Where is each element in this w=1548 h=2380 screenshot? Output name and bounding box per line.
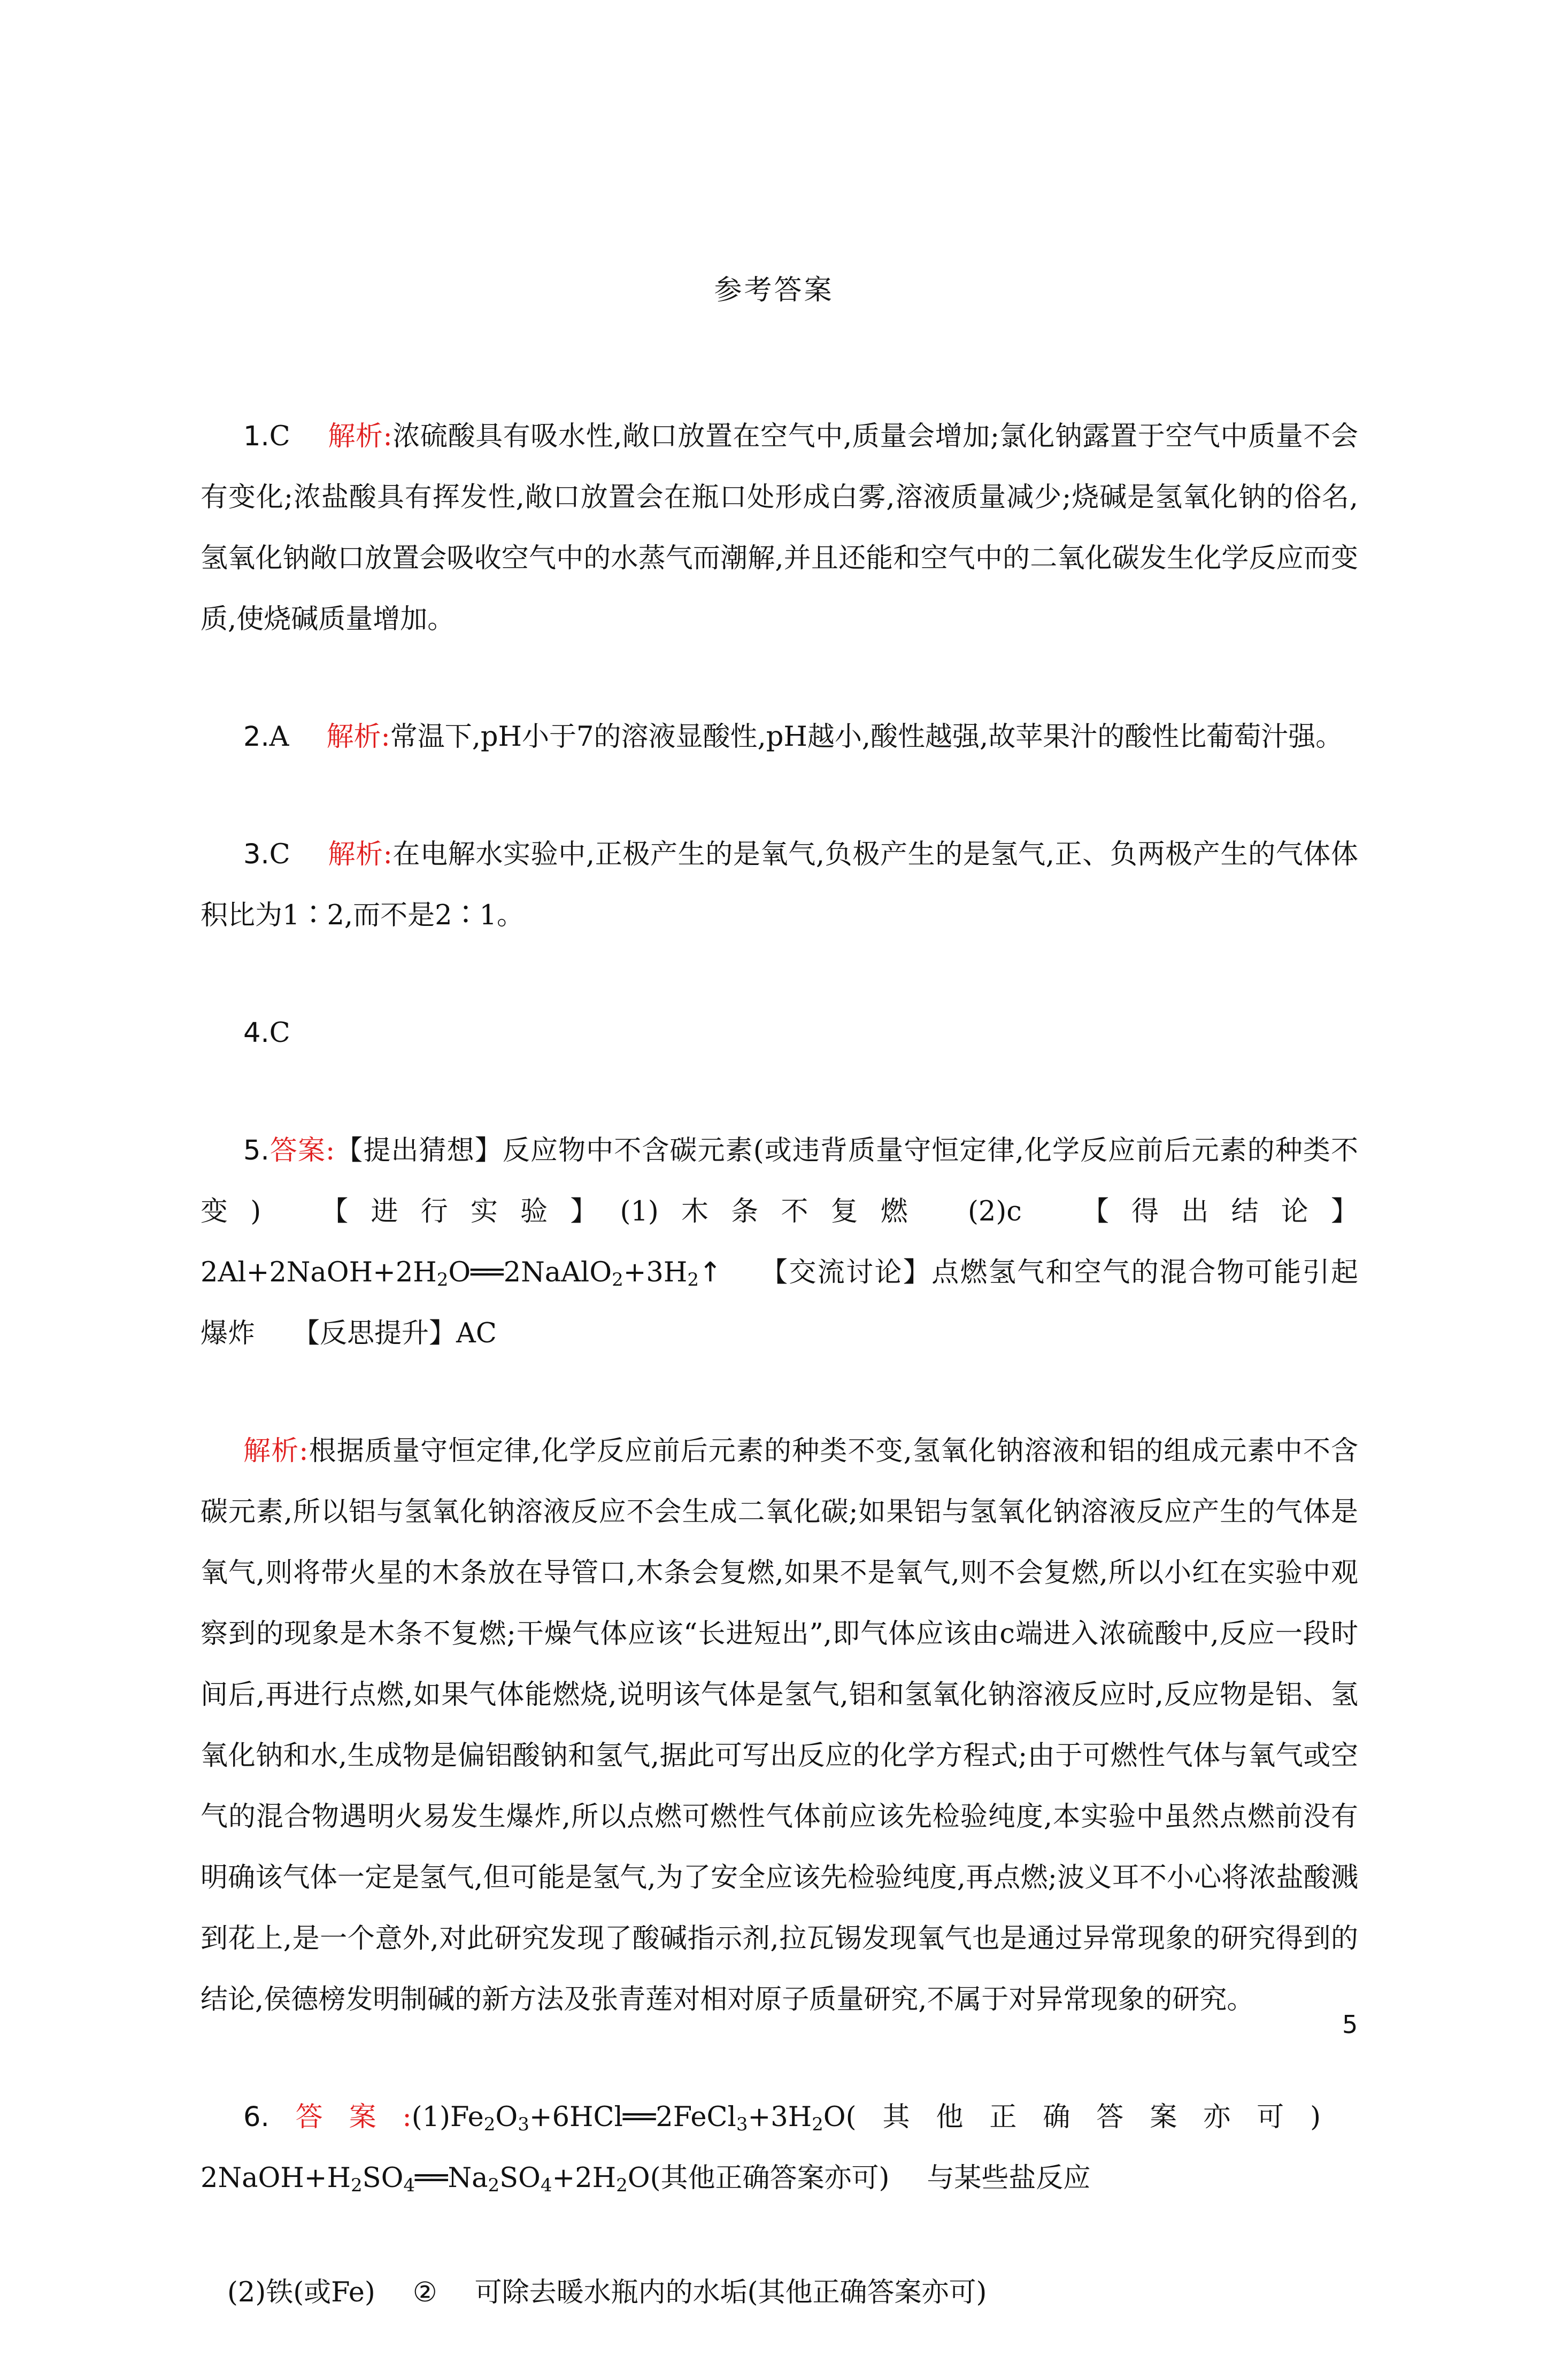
equation: $2Al+2NaOH+2H_2O══2NaAlO_2+3H_2↑$ — [201, 1257, 722, 1291]
item-number: 6. — [243, 2101, 269, 2133]
part2-choice: ② — [412, 2277, 437, 2308]
explanation-label: 解析: — [243, 1435, 309, 1467]
reflection-text: 【反思提升】AC — [292, 1318, 497, 1349]
item-number: 5. — [243, 1135, 269, 1166]
item-number: 3. — [243, 839, 269, 870]
explanation-text: 在电解水实验中,正极产生的是氧气,负极产生的是氢气,正、负两极产生的气体体积比为1∶2,而不是2∶1。 — [201, 839, 1358, 931]
answer-item-5 — [201, 1121, 1358, 1364]
answer-label: 答案: — [269, 2101, 412, 2133]
answer-item-4 — [201, 1003, 1358, 1064]
explanation-label: 解析: — [326, 721, 390, 753]
answer-content — [201, 406, 1358, 2380]
item-answer: C — [269, 421, 290, 452]
answer-item-6 — [201, 2087, 1358, 2209]
part2-application: 可除去暖水瓶内的水垢(其他正确答案亦可) — [474, 2277, 987, 2308]
explanation-text: 浓硫酸具有吸水性,敞口放置在空气中,质量会增加;氯化钠露置于空气中质量不会有变化;浓盐酸具有挥发性,敞口放置会在瓶口处形成白雾,溶液质量减少;烧碱是氢氧化钠的俗名,氢氧化钠敞口放置会吸收空气中的水蒸气而潮解,并且还能和空气中的二氧化碳发生化学反应而变质,使烧碱质量增加。 — [201, 421, 1358, 635]
explanation-label: 解析: — [327, 839, 392, 870]
explanation-text: 常温下,pH小于7的溶液显酸性,pH越小,酸性越强,故苹果汁的酸性比葡萄汁强。 — [390, 721, 1343, 753]
answer-item-5-explanation — [201, 1421, 1358, 2030]
item-number: 2. — [243, 721, 269, 753]
item-answer: C — [269, 839, 290, 870]
page-number: 5 — [1342, 2010, 1358, 2039]
answer-item-3 — [201, 824, 1358, 946]
answer-label: 答案: — [269, 1135, 335, 1166]
item-number: 1. — [243, 421, 269, 452]
explanation-label: 解析: — [327, 421, 392, 452]
page-title: 参考答案 — [714, 274, 834, 306]
answer-item-6-part2 — [201, 2262, 1358, 2323]
equation-2: $2NaOH+H_2SO_4══Na_2SO_4+2H_2O$(其他正确答案亦可) — [201, 2162, 890, 2196]
experiment-text: 【进行实验】(1)木条不复燃 — [298, 1196, 930, 1227]
hypothesis-text: 【提出猜想】反应物中不含碳元素(或违背质量守恒定律,化学反应前后元素的种类不变) — [201, 1135, 1358, 1227]
item-answer: C — [269, 1017, 290, 1049]
answer-item-2 — [201, 707, 1358, 768]
discussion-text: 【交流讨论】点燃氢气和空气的混合物可能引起爆炸 — [201, 1257, 1358, 1349]
explanation-text: 根据质量守恒定律,化学反应前后元素的种类不变,氢氧化钠溶液和铝的组成元素中不含碳元素,所以铝与氢氧化钠溶液反应不会生成二氧化碳;如果铝与氢氧化钠溶液反应产生的气体是氧气,则将带火星的木条放在导管口,木条会复燃,如果不是氧气,则不会复燃,所以小红在实验中观察到的现象是木条不复燃;干燥气体应该“长进短出”,即气体应该由c端进入浓硫酸中,反应一段时间后,再进行点燃,如果气体能燃烧,说明该气体是氢气,铝和氢氧化钠溶液反应时,反应物是铝、氢氧化钠和水,生成物是偏铝酸钠和氢气,据此可写出反应的化学方程式;由于可燃性气体与氧气或空气的混合物遇明火易发生爆炸,所以点燃可燃性气体前应该先检验纯度,本实验中虽然点燃前没有明确该气体一定是氢气,但可能是氢气,为了安全应该先检验纯度,再点燃;波义耳不小心将浓盐酸溅到花上,是一个意外,对此研究发现了酸碱指示剂,拉瓦锡发现氧气也是通过异常现象的研究得到的结论,侯德榜发明制碱的新方法及张青莲对相对原子质量研究,不属于对异常现象的研究。 — [201, 1435, 1358, 2015]
part2-answer: (2)铁(或Fe) — [227, 2277, 375, 2308]
item-answer: A — [269, 721, 289, 753]
experiment-part2-text: (2)c — [967, 1196, 1022, 1227]
item-number: 4. — [243, 1017, 269, 1049]
conclusion-label: 【得出结论】 — [1059, 1196, 1358, 1227]
property-text: 与某些盐反应 — [927, 2162, 1091, 2194]
equation-1: $(1)Fe_2O_3+6HCl══2FeCl_3+3H_2O$(其他正确答案亦可) — [411, 2101, 1321, 2135]
answer-item-1 — [201, 406, 1358, 650]
